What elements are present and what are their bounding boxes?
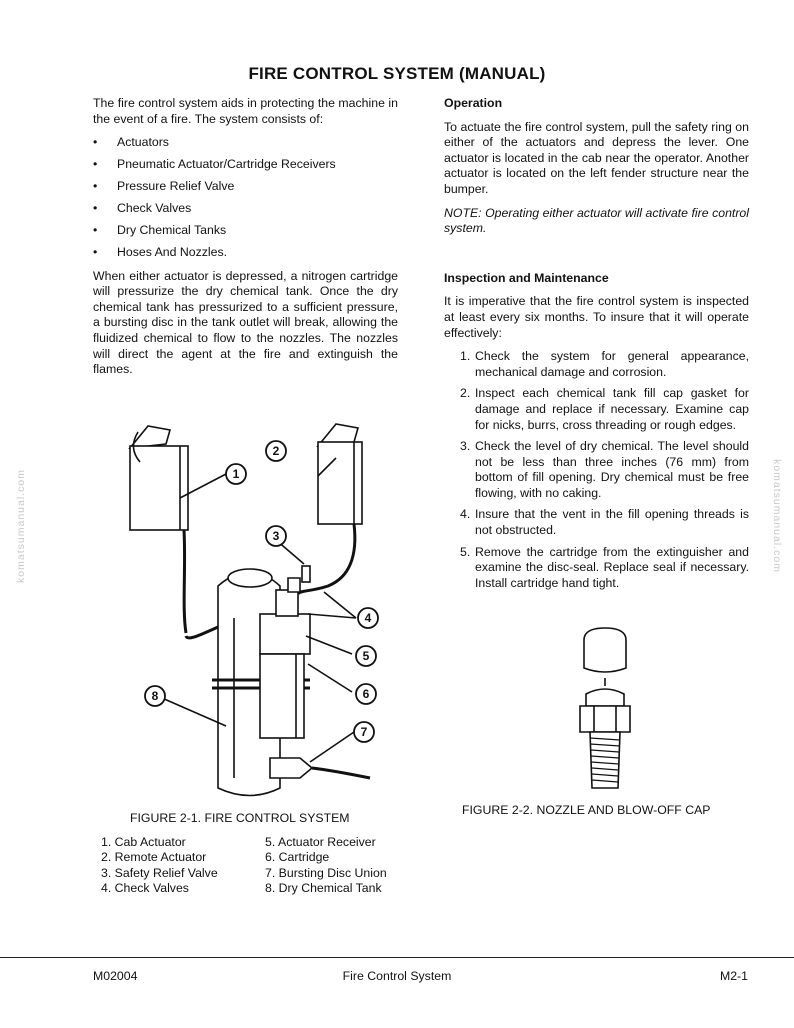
- note-text: NOTE: Operating either actuator will activate fire control system.: [444, 205, 749, 236]
- step-text: Inspect each chemical tank fill cap gasket for damage and replace if necessary. Examine cap for nicks, burrs, cross threading or rough edges.: [475, 386, 749, 432]
- callout-8: 8: [151, 689, 159, 703]
- legend-item: 4. Check Valves: [101, 881, 189, 896]
- component-list: [93, 135, 398, 261]
- inspection-heading: Inspection and Maintenance: [444, 270, 609, 285]
- callout-7: 7: [360, 725, 368, 739]
- callout-5: 5: [362, 649, 370, 663]
- step-item: [460, 439, 749, 501]
- step-item: [460, 349, 749, 380]
- step-item: [460, 386, 749, 433]
- list-item: • Dry Chemical Tanks: [93, 223, 398, 239]
- page-title: FIRE CONTROL SYSTEM (MANUAL): [248, 64, 546, 83]
- fire-control-system-illustration: [100, 418, 400, 813]
- footer-doc-number: M02004: [93, 969, 138, 983]
- step-text: Check the level of dry chemical. The level should not be less than three inches (76 mm) from bottom of fill opening. Dry chemical must be free flowing, with no caking.: [475, 439, 749, 500]
- legend-column-1: [101, 835, 261, 897]
- step-text: Check the system for general appearance, mechanical damage and corrosion.: [475, 349, 749, 379]
- legend-item: 1. Cab Actuator: [101, 835, 186, 849]
- step-item: [460, 507, 749, 538]
- list-item: • Actuators: [93, 135, 398, 151]
- list-item: • Pneumatic Actuator/Cartridge Receivers: [93, 157, 398, 173]
- list-item: • Pressure Relief Valve: [93, 179, 398, 195]
- legend-column-2: [265, 835, 425, 897]
- legend-item: 8. Dry Chemical Tank: [265, 881, 382, 896]
- step-number: 3.: [460, 439, 471, 454]
- legend-item: 7. Bursting Disc Union: [265, 865, 387, 880]
- footer-section-title: Fire Control System: [342, 969, 452, 983]
- legend-item: 6. Cartridge: [265, 850, 330, 865]
- operation-description: When either actuator is depressed, a nitrogen cartridge will pressurize the dry chemical tank. Once the dry chemical tank has pressurized to a sufficient pressure, a bursting disc in the tank outlet will break, allowing the fluidized chemical to flow to the nozzles. The nozzles will direct the agent at the fire and extinguish the flames.: [93, 268, 398, 377]
- footer-page-number: M2-1: [719, 969, 748, 983]
- legend-item: 2. Remote Actuator: [101, 850, 207, 865]
- operation-text: To actuate the fire control system, pull the safety ring on either of the actuators and depress the lever. One actuator is located in the cab near the operator. Another actuator is located on the left fender structure near the bumper.: [444, 119, 749, 196]
- step-text: Insure that the vent in the fill opening threads is not obstructed.: [475, 507, 749, 538]
- legend-item: 5. Actuator Receiver: [265, 835, 376, 849]
- step-number: 5.: [460, 544, 471, 559]
- left-column: [93, 96, 398, 386]
- step-number: 1.: [460, 349, 471, 364]
- callout-3: 3: [272, 529, 280, 543]
- nozzle-and-cap-illustration: [570, 620, 640, 795]
- inspection-text: It is imperative that the fire control system is inspected at least every six months. To insure that it will operate effectively:: [444, 294, 749, 340]
- list-item: • Hoses And Nozzles.: [93, 245, 398, 261]
- callout-4: 4: [364, 611, 372, 625]
- step-number: 2.: [460, 386, 471, 401]
- figure-1-caption: FIGURE 2-1. FIRE CONTROL SYSTEM: [130, 811, 350, 825]
- footer-rule: [0, 957, 794, 958]
- legend-item: 3. Safety Relief Valve: [101, 865, 218, 880]
- watermark-right: komatsumanual.com: [771, 459, 783, 573]
- list-item: • Check Valves: [93, 201, 398, 217]
- right-column: [444, 96, 749, 597]
- inspection-steps: [444, 349, 749, 591]
- figure-2-caption: FIGURE 2-2. NOZZLE AND BLOW-OFF CAP: [462, 803, 711, 817]
- step-text: Remove the cartridge from the extinguisher and examine the disc-seal. Replace seal if necessary. Install cartridge hand tight.: [475, 544, 749, 590]
- operation-heading: Operation: [444, 96, 503, 110]
- watermark-left: komatsumanual.com: [15, 469, 27, 583]
- callout-6: 6: [362, 687, 370, 701]
- step-item: [460, 545, 749, 592]
- step-number: 4.: [460, 507, 471, 522]
- callout-2: 2: [272, 444, 280, 458]
- intro-paragraph: The fire control system aids in protecting the machine in the event of a fire. The system consists of:: [93, 96, 398, 126]
- callout-1: 1: [232, 467, 240, 481]
